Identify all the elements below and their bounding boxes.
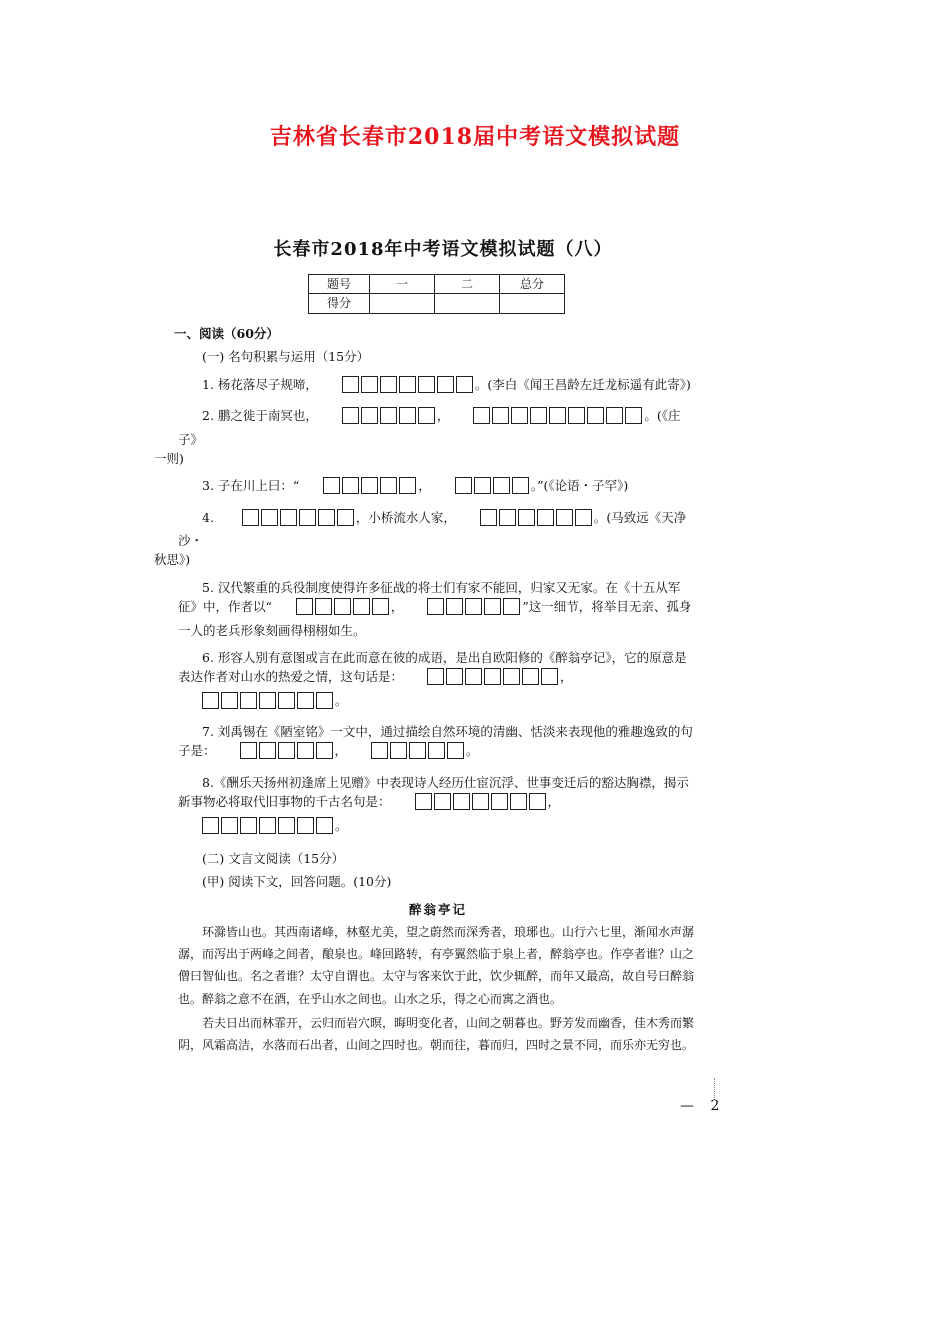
- question-text: ，: [390, 599, 404, 615]
- answer-boxes[interactable]: [431, 477, 531, 499]
- question-text: 。(《庄子》: [178, 408, 681, 447]
- answer-box[interactable]: [522, 668, 539, 685]
- answer-box[interactable]: [202, 692, 219, 709]
- answer-box[interactable]: [261, 509, 278, 526]
- answer-box[interactable]: [323, 477, 340, 494]
- answer-boxes[interactable]: [178, 817, 335, 839]
- score-table-header-row: [309, 274, 565, 294]
- answer-box[interactable]: [342, 477, 359, 494]
- passage-paragraph: 若夫日出而林霏开，云归而岩穴暝，晦明变化者，山间之朝暮也。野芳发而幽香，佳木秀而繁阴，风霜高洁，水落而石出者，山间之四时也。朝而往，暮而归，四时之景不同，而乐亦无穷也。: [178, 1015, 695, 1053]
- answer-boxes[interactable]: [318, 376, 475, 398]
- question-text: 。(李白《闻王昌龄左迁龙标遥有此寄》): [474, 376, 691, 392]
- answer-box[interactable]: [259, 692, 276, 709]
- answer-box[interactable]: [399, 407, 416, 424]
- answer-box[interactable]: [455, 477, 472, 494]
- answer-box[interactable]: [427, 668, 444, 685]
- answer-box[interactable]: [427, 598, 444, 615]
- score-cell[interactable]: [370, 294, 435, 314]
- answer-box[interactable]: [491, 793, 508, 810]
- answer-box[interactable]: [447, 742, 464, 759]
- answer-boxes[interactable]: [403, 598, 522, 620]
- question-text: 。(马致远《天净沙・: [178, 509, 687, 549]
- question-text: 7. 刘禹锡在《陋室铭》一文中，通过描绘自然环境的清幽、恬淡来表现他的雅趣逸致的句子是：: [178, 724, 693, 759]
- answer-boxes[interactable]: [178, 692, 335, 714]
- question-2: [154, 406, 698, 468]
- question-text: ，: [547, 794, 561, 810]
- answer-box[interactable]: [556, 509, 573, 526]
- answer-box[interactable]: [372, 598, 389, 615]
- answer-boxes[interactable]: [391, 793, 548, 815]
- answer-box[interactable]: [606, 407, 623, 424]
- answer-box[interactable]: [575, 509, 592, 526]
- answer-box[interactable]: [472, 793, 489, 810]
- answer-box[interactable]: [297, 692, 314, 709]
- answer-box[interactable]: [299, 509, 316, 526]
- score-header-cell: 一: [370, 274, 435, 294]
- answer-boxes[interactable]: [456, 509, 594, 531]
- answer-boxes[interactable]: [272, 598, 391, 620]
- question-7: [178, 722, 698, 765]
- answer-box[interactable]: [221, 692, 238, 709]
- subsection-heading: (一) 名句积累与运用（15分）: [202, 349, 370, 365]
- answer-box[interactable]: [503, 598, 520, 615]
- question-text: 6. 形容人别有意图或言在此而意在彼的成语，是出自欧阳修的《醉翁亭记》，它的原意是表达作者对山水的热爱之情，这句话是：: [178, 649, 687, 685]
- answer-box[interactable]: [512, 477, 529, 494]
- question-text: ”这一细节，将举目无亲、孤身一人的老兵形象刻画得栩栩如生。: [178, 599, 692, 638]
- answer-box[interactable]: [380, 376, 397, 393]
- answer-box[interactable]: [399, 477, 416, 494]
- answer-box[interactable]: [278, 817, 295, 834]
- answer-box[interactable]: [465, 598, 482, 615]
- passage-title: 醉翁亭记: [408, 901, 467, 917]
- answer-box[interactable]: [428, 742, 445, 759]
- answer-box[interactable]: [240, 692, 257, 709]
- answer-box[interactable]: [415, 793, 432, 810]
- question-text: 8.《酬乐天扬州初逢席上见赠》中表现诗人经历仕宦沉浮、世事变迁后的豁达胸襟，揭示新事物必将取代旧事物的千古名句是：: [178, 774, 689, 810]
- question-text: 1. 杨花落尽子规啼，: [202, 376, 318, 392]
- answer-box[interactable]: [503, 668, 520, 685]
- question-text: 4.: [202, 509, 218, 525]
- answer-box[interactable]: [541, 668, 558, 685]
- answer-box[interactable]: [242, 509, 259, 526]
- answer-box[interactable]: [518, 509, 535, 526]
- page-number: — 2: [680, 1098, 726, 1114]
- answer-box[interactable]: [390, 742, 407, 759]
- answer-box[interactable]: [259, 817, 276, 834]
- answer-box[interactable]: [409, 742, 426, 759]
- answer-box[interactable]: [337, 509, 354, 526]
- answer-box[interactable]: [465, 668, 482, 685]
- answer-box[interactable]: [342, 407, 359, 424]
- answer-box[interactable]: [511, 407, 528, 424]
- question-text: ，小桥流水人家，: [355, 509, 456, 525]
- answer-box[interactable]: [568, 407, 585, 424]
- score-cell[interactable]: [500, 294, 565, 314]
- answer-box[interactable]: [361, 376, 378, 393]
- question-text: 。: [466, 743, 479, 759]
- question-text: 3. 子在川上曰：“: [202, 478, 300, 494]
- answer-box[interactable]: [474, 477, 491, 494]
- answer-box[interactable]: [342, 376, 359, 393]
- subsection-heading: (甲) 阅读下文，回答问题。(10分): [202, 874, 392, 890]
- question-text: 一则): [154, 450, 184, 466]
- answer-box[interactable]: [437, 376, 454, 393]
- answer-box[interactable]: [221, 817, 238, 834]
- answer-box[interactable]: [418, 407, 435, 424]
- answer-boxes[interactable]: [218, 509, 356, 531]
- answer-box[interactable]: [380, 477, 397, 494]
- answer-box[interactable]: [549, 407, 566, 424]
- question-text: 2. 鹏之徙于南冥也，: [202, 408, 318, 424]
- question-8: [178, 773, 698, 839]
- question-text: ，: [418, 478, 431, 494]
- answer-box[interactable]: [240, 742, 257, 759]
- answer-box[interactable]: [625, 407, 642, 424]
- answer-box[interactable]: [418, 376, 435, 393]
- answer-box[interactable]: [278, 742, 295, 759]
- question-6: [178, 648, 698, 714]
- section-heading: 一、阅读（60分）: [174, 326, 279, 342]
- answer-boxes[interactable]: [449, 407, 644, 429]
- answer-box[interactable]: [202, 817, 219, 834]
- answer-box[interactable]: [240, 817, 257, 834]
- answer-box[interactable]: [380, 407, 397, 424]
- score-row-label: 得分: [309, 294, 370, 314]
- answer-box[interactable]: [280, 509, 297, 526]
- answer-box[interactable]: [480, 509, 497, 526]
- answer-box[interactable]: [278, 692, 295, 709]
- answer-box[interactable]: [361, 407, 378, 424]
- answer-box[interactable]: [587, 407, 604, 424]
- exam-title: 长春市2018年中考语文模拟试题（八）: [273, 239, 613, 260]
- question-text: 5. 汉代繁重的兵役制度使得许多征战的将士们有家不能回，归家又无家。在《十五从军征》中，作者以“: [178, 579, 681, 615]
- answer-box[interactable]: [493, 477, 510, 494]
- score-table: [308, 274, 565, 314]
- question-text: 。: [335, 817, 348, 833]
- answer-box[interactable]: [484, 598, 501, 615]
- question-text: ，: [334, 743, 348, 759]
- answer-box[interactable]: [537, 509, 554, 526]
- answer-box[interactable]: [453, 793, 470, 810]
- answer-box[interactable]: [446, 668, 463, 685]
- answer-box[interactable]: [316, 742, 333, 759]
- answer-box[interactable]: [297, 742, 314, 759]
- answer-box[interactable]: [399, 376, 416, 393]
- question-4: [154, 508, 698, 570]
- answer-box[interactable]: [529, 793, 546, 810]
- exam-paper: [154, 236, 698, 1056]
- scan-crease-line: [714, 1078, 716, 1100]
- score-header-cell: 二: [435, 274, 500, 294]
- passage-paragraph: 环滁皆山也。其西南诸峰，林壑尤美，望之蔚然而深秀者，琅琊也。山行六七里，渐闻水声潺潺，而泻出于两峰之间者，酿泉也。峰回路转，有亭翼然临于泉上者，醉翁亭也。作亭者谁？山之僧曰智仙也。名之者谁？太守自谓也。太守与客来饮于此，饮少辄醉，而年又最高，故自号曰醉翁也。醉翁之意不在酒，在乎山水之间也。山水之乐，得之心而寓之酒也。: [178, 925, 695, 1006]
- answer-box[interactable]: [484, 668, 501, 685]
- answer-boxes[interactable]: [318, 407, 437, 429]
- answer-box[interactable]: [434, 793, 451, 810]
- score-table-score-row: [309, 294, 565, 314]
- question-3: [178, 476, 698, 499]
- score-header-cell: 题号: [309, 274, 370, 294]
- answer-box[interactable]: [510, 793, 527, 810]
- question-text: 。: [335, 692, 348, 708]
- answer-box[interactable]: [316, 817, 333, 834]
- answer-box[interactable]: [456, 376, 473, 393]
- question-text: 秋思》): [154, 552, 191, 568]
- document-title: 吉林省长春市2018届中考语文模拟试题: [269, 124, 681, 150]
- answer-box[interactable]: [446, 598, 463, 615]
- question-1: [178, 375, 698, 398]
- answer-box[interactable]: [315, 598, 332, 615]
- answer-box[interactable]: [530, 407, 547, 424]
- answer-box[interactable]: [499, 509, 516, 526]
- score-header-cell: 总分: [500, 274, 565, 294]
- answer-box[interactable]: [259, 742, 276, 759]
- answer-box[interactable]: [361, 477, 378, 494]
- answer-boxes[interactable]: [299, 477, 418, 499]
- answer-box[interactable]: [297, 817, 314, 834]
- answer-box[interactable]: [296, 598, 313, 615]
- question-text: ，: [560, 669, 573, 685]
- answer-box[interactable]: [353, 598, 370, 615]
- question-text: ，: [436, 408, 450, 424]
- answer-box[interactable]: [371, 742, 388, 759]
- answer-box[interactable]: [473, 407, 490, 424]
- question-text: 。”(《论语・子罕》): [530, 478, 629, 494]
- answer-box[interactable]: [318, 509, 335, 526]
- answer-boxes[interactable]: [216, 742, 335, 764]
- answer-box[interactable]: [334, 598, 351, 615]
- answer-boxes[interactable]: [347, 742, 466, 764]
- subsection-heading: (二) 文言文阅读（15分）: [202, 850, 345, 866]
- answer-box[interactable]: [492, 407, 509, 424]
- answer-boxes[interactable]: [403, 668, 560, 690]
- question-5: [178, 578, 698, 640]
- score-cell[interactable]: [435, 294, 500, 314]
- answer-box[interactable]: [316, 692, 333, 709]
